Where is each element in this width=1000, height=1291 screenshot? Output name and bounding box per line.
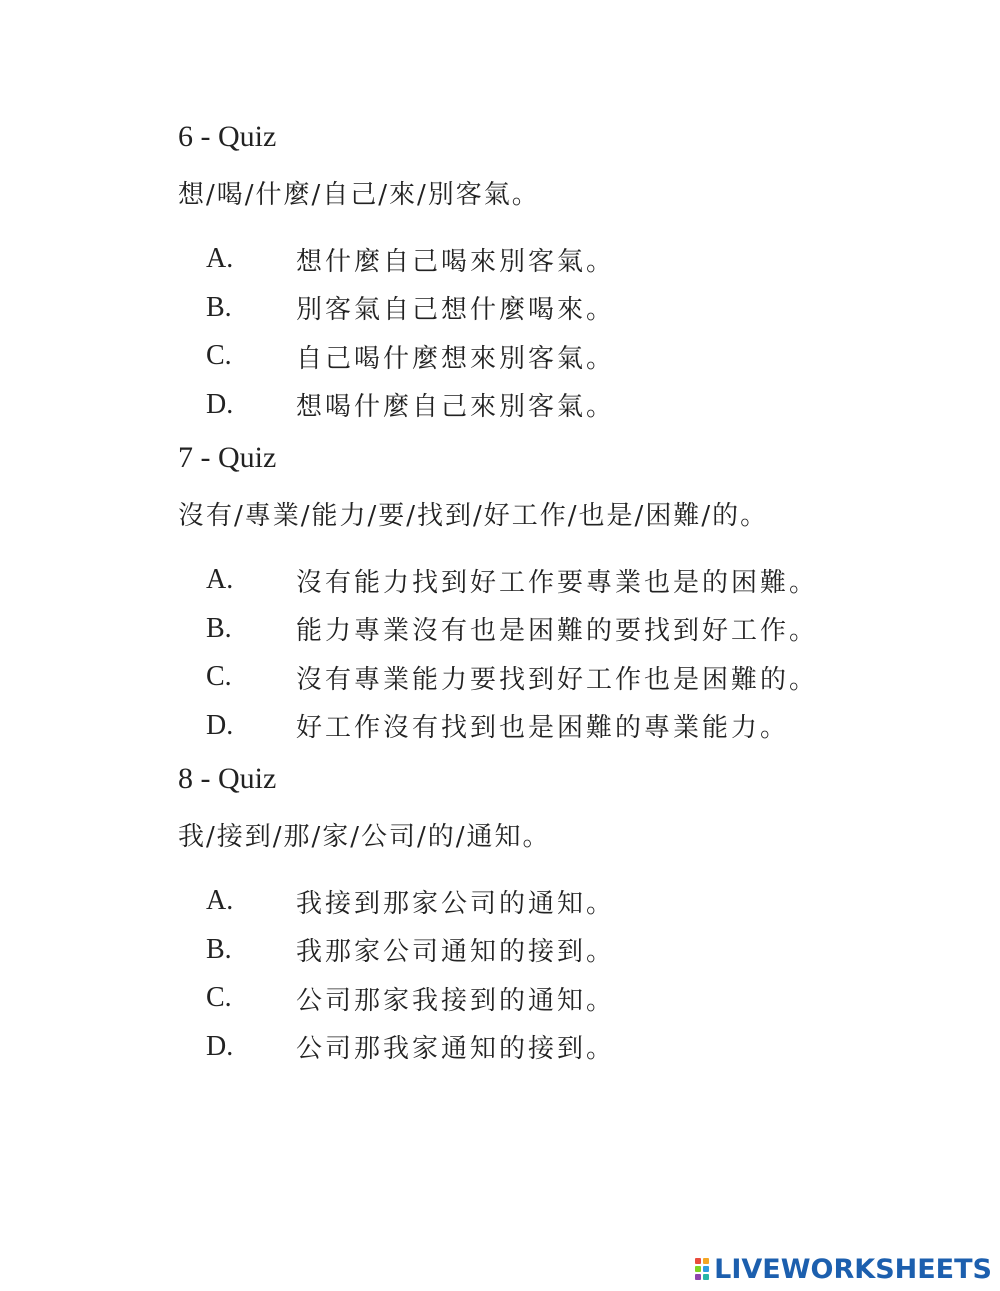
liveworksheets-logo (695, 1253, 992, 1285)
option-text: 想喝什麼自己來別客氣。 (296, 392, 616, 423)
option-b[interactable] (178, 605, 958, 654)
option-a[interactable] (178, 556, 958, 605)
option-letter: D. (206, 388, 234, 420)
quiz-8 (178, 759, 958, 1071)
quiz-title: 6 - Quiz (178, 120, 277, 153)
option-text: 公司那家我接到的通知。 (296, 985, 616, 1016)
option-text: 我接到那家公司的通知。 (296, 888, 616, 919)
quiz-title: 8 - Quiz (178, 762, 277, 795)
logo-block (695, 1258, 701, 1264)
option-text: 沒有專業能力要找到好工作也是困難的。 (296, 664, 819, 695)
option-text: 公司那我家通知的接到。 (296, 1034, 616, 1065)
option-letter: A. (206, 885, 234, 917)
option-text: 我那家公司通知的接到。 (296, 937, 616, 968)
option-text: 自己喝什麼想來別客氣。 (296, 343, 616, 374)
option-letter: D. (206, 1030, 234, 1062)
option-b[interactable] (178, 284, 958, 333)
option-c[interactable] (178, 974, 958, 1023)
option-letter: B. (206, 933, 232, 965)
quiz-6 (178, 117, 958, 429)
option-b[interactable] (178, 926, 958, 975)
quiz-title: 7 - Quiz (178, 441, 277, 474)
option-a[interactable] (178, 877, 958, 926)
option-text: 沒有能力找到好工作要專業也是的困難。 (296, 567, 819, 598)
logo-block (703, 1274, 709, 1280)
option-letter: A. (206, 243, 234, 275)
option-letter: A. (206, 564, 234, 596)
option-a[interactable] (178, 235, 958, 284)
logo-block (703, 1258, 709, 1264)
option-c[interactable] (178, 653, 958, 702)
options-list (178, 235, 958, 429)
option-letter: B. (206, 612, 232, 644)
quiz-7 (178, 438, 958, 750)
option-letter: D. (206, 709, 234, 741)
option-text: 想什麼自己喝來別客氣。 (296, 246, 616, 277)
option-letter: C. (206, 340, 232, 372)
option-text: 能力專業沒有也是困難的要找到好工作。 (296, 616, 819, 647)
option-d[interactable] (178, 381, 958, 430)
option-c[interactable] (178, 332, 958, 381)
option-text: 別客氣自己想什麼喝來。 (296, 295, 616, 326)
option-letter: B. (206, 291, 232, 323)
logo-block (703, 1266, 709, 1272)
option-text: 好工作沒有找到也是困難的專業能力。 (296, 713, 790, 744)
quiz-prompt: 沒有/專業/能力/要/找到/好工作/也是/困難/的。 (178, 501, 769, 531)
quiz-prompt: 想/喝/什麼/自己/來/別客氣。 (178, 180, 540, 210)
logo-block (695, 1266, 701, 1272)
logo-text: LIVEWORKSHEETS (714, 1253, 992, 1285)
logo-blocks-icon (695, 1258, 709, 1280)
logo-block (695, 1274, 701, 1280)
options-list (178, 556, 958, 750)
options-list (178, 877, 958, 1071)
option-letter: C. (206, 661, 232, 693)
quiz-prompt: 我/接到/那/家/公司/的/通知。 (178, 822, 551, 852)
option-d[interactable] (178, 702, 958, 751)
option-d[interactable] (178, 1023, 958, 1072)
option-letter: C. (206, 982, 232, 1014)
